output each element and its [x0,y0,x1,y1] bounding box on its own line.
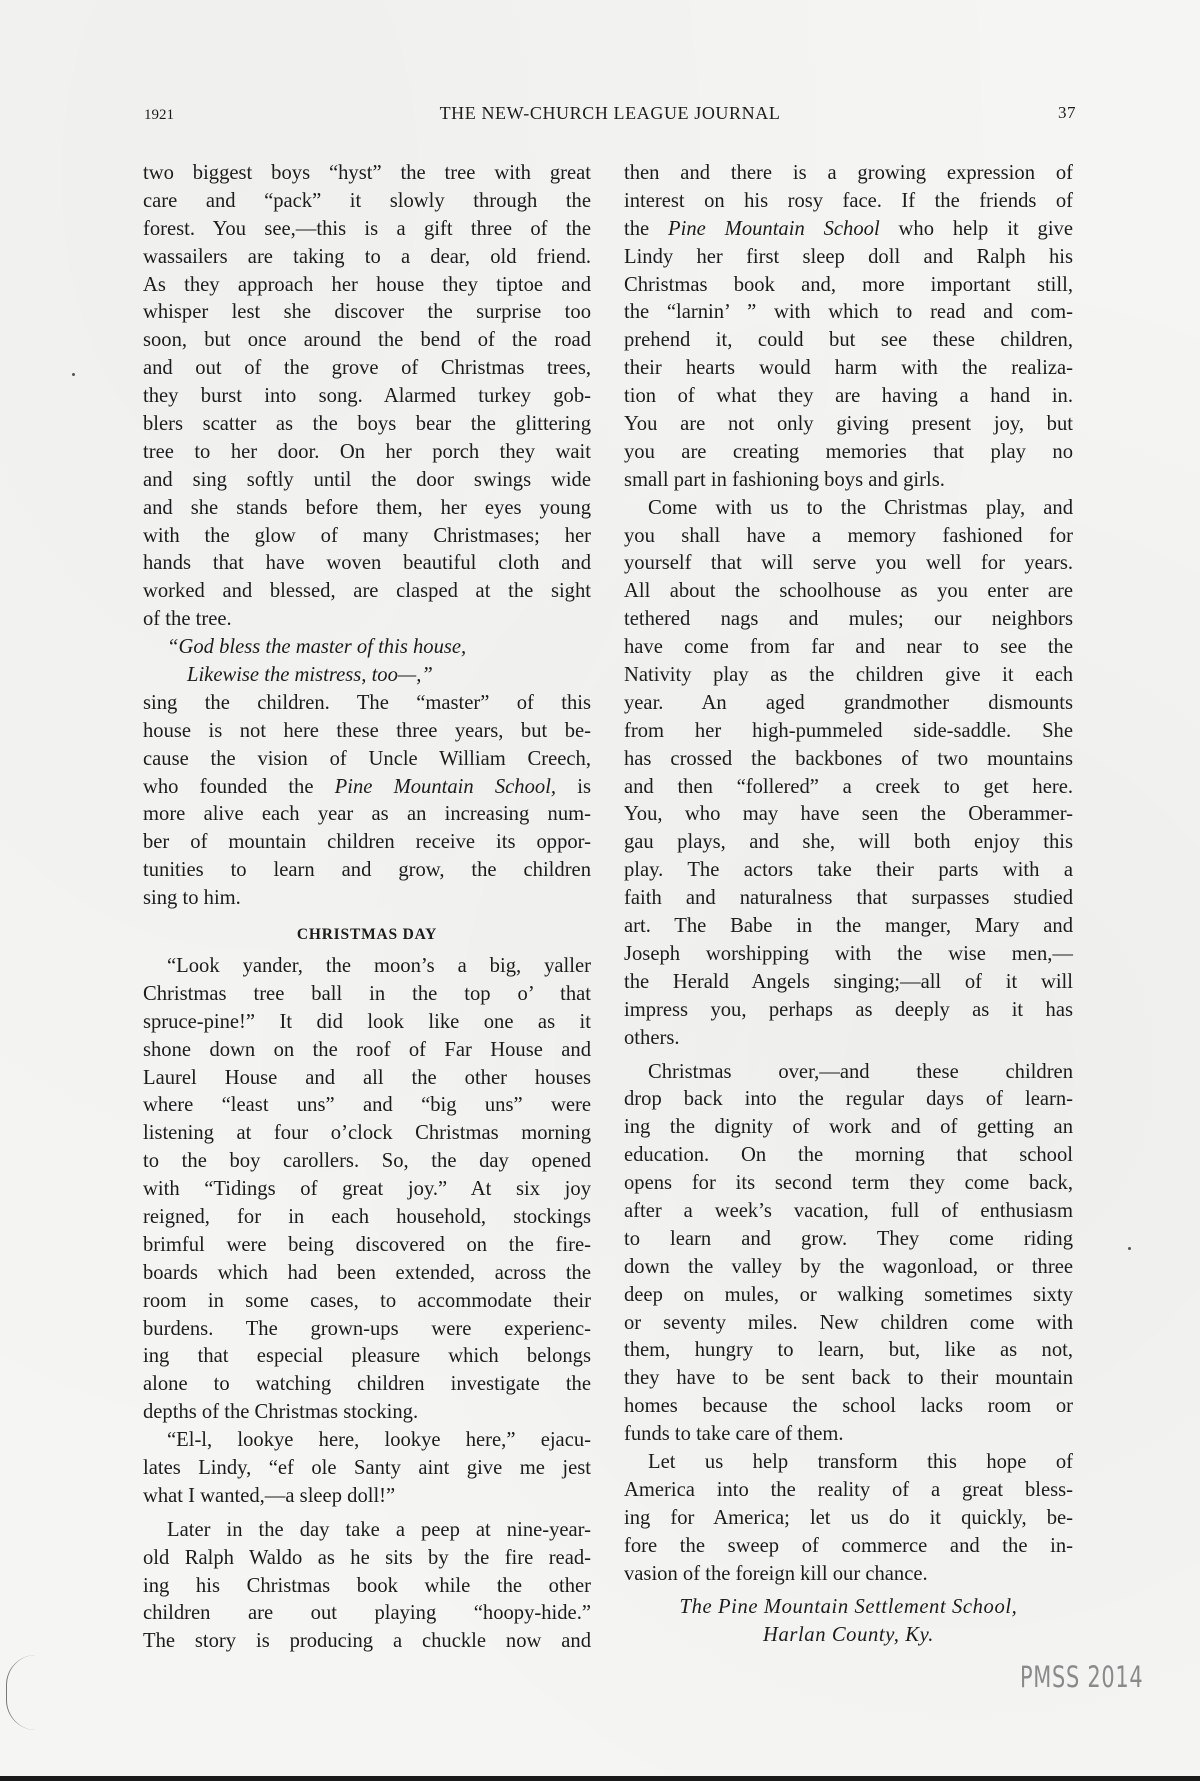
text-line: Let us help transform this hope of [648,1450,1073,1473]
paragraph-christmas-play [624,495,1073,1053]
text-line: you shall have a memory fashioned for [624,524,1073,547]
text-line: others. [624,1026,680,1049]
running-header [144,103,1076,129]
text-line: funds to take care of them. [624,1423,844,1446]
text-line: then and there is a growing expression of [624,162,1073,184]
text-line: fore the sweep of commerce and the in- [624,1534,1073,1557]
text-fragment: the [624,217,669,240]
text-line: room in some cases, to accommodate their [143,1289,591,1312]
paragraph-friends [624,160,1073,495]
text-line: gau plays, and she, will both enjoy this [624,831,1073,854]
paragraph-christmas-day [143,953,591,1427]
text-line: Lindy her first sleep doll and Ralph his [624,245,1073,268]
text-line: ing the dignity of work and of getting an [624,1116,1073,1139]
text-line: with “Tidings of great joy.” At six joy [143,1178,591,1201]
text-line: sing to him. [143,887,241,910]
text-line: you are creating memories that play no [624,440,1073,463]
text-line: of the tree. [143,608,232,631]
right-column [624,160,1073,1650]
text-line: opens for its second term they come back, [624,1172,1073,1195]
text-line: Later in the day take a peep at nine-year- [167,1518,591,1541]
text-line: cause the vision of Uncle William Creech, [143,747,591,770]
text-line: “El-l, lookye here, lookye here,” ejacu- [167,1429,591,1452]
text-line: from her high-pummeled side-saddle. She [624,719,1073,742]
text-line: You, who may have seen the Oberammer- [624,803,1073,826]
text-line: and she stands before them, her eyes young [143,496,591,519]
text-fragment: is [556,775,591,798]
text-line: listening at four o’clock Christmas morning [143,1122,591,1145]
scan-speck [1128,1247,1131,1250]
text-line: and out of the grove of Christmas trees, [143,357,591,380]
text-line: As they approach her house they tiptoe and [143,273,591,296]
verse-line: “God bless the master of this house, [167,636,467,659]
text-line: art. The Babe in the manger, Mary and [624,915,1073,938]
text-line: Christmas book and, more important still, [624,273,1073,296]
text-line: to the boy carollers. So, the day opened [143,1150,591,1173]
text-line: have come from far and near to see the [624,636,1073,659]
text-line: homes because the school lacks room or [624,1395,1073,1418]
text-line: Christmas over,—and these children [648,1060,1073,1083]
text-line: boards which had been extended, across the [143,1261,591,1284]
text-line: ing that especial pleasure which belongs [143,1345,591,1368]
text-line: drop back into the regular days of learn- [624,1088,1073,1111]
text-line: yourself that will serve you well for years. [624,552,1073,575]
text-line: soon, but once around the bend of the road [143,329,591,352]
text-line: or seventy miles. New children come with [624,1311,1073,1334]
text-line: Laurel House and all the other houses [143,1066,591,1089]
header-year: 1921 [144,107,174,123]
text-line: they have to be sent back to their mountain [624,1367,1073,1390]
text-line: forest. You see,—this is a gift three of the [143,217,591,240]
text-line: their hearts would harm with the realiza- [624,357,1073,380]
paragraph-lindy [143,1427,591,1511]
text-line: brimful were being discovered on the fire- [143,1233,591,1256]
text-line: ing for America; let us do it quickly, be- [624,1506,1073,1529]
text-line: blers scatter as the boys bear the glittering [143,413,591,436]
text-line: year. An aged grandmother dismounts [624,691,1073,714]
text-line: and sing softly until the door swings wide [143,468,591,491]
paragraph-christmas-over [624,1059,1073,1449]
text-line: “Look yander, the moon’s a big, yaller [167,954,591,977]
text-line: where “least uns” and “big uns” were [143,1094,591,1117]
text-line: worked and blessed, are clasped at the sight [143,580,591,603]
text-line [143,774,591,802]
paragraph-wassailers [143,160,591,634]
text-line: prehend it, could but see these children, [624,329,1073,352]
text-line: hands that have woven beautiful cloth and [143,552,591,575]
text-line: and then “follered” a creek to get here. [624,775,1073,798]
left-column [143,160,591,1656]
text-line: reigned, for in each household, stockings [143,1205,591,1228]
page-number: 37 [1058,103,1076,122]
text-fragment: who founded the [143,775,335,798]
text-line: America into the reality of a great bless- [624,1478,1073,1501]
text-fragment: who help it give [879,217,1073,240]
text-line: children are out playing “hoopy-hide.” [143,1602,591,1625]
paragraph-master [143,690,591,913]
text-line: the “larnin’ ” with which to read and com- [624,301,1073,324]
text-line: alone to watching children investigate the [143,1373,591,1396]
verse-quote [143,634,591,690]
text-line: more alive each year as an increasing num- [143,803,591,826]
signature-line: The Pine Mountain Settlement School, [679,1596,1018,1619]
text-line: has crossed the backbones of two mountains [624,747,1073,770]
text-line: wassailers are taking to a dear, old friend. [143,245,591,268]
scan-speck [72,373,75,376]
paragraph-transform [624,1449,1073,1588]
text-line: two biggest boys “hyst” the tree with great [143,162,591,184]
text-line: depths of the Christmas stocking. [143,1401,419,1424]
text-line: faith and naturalness that surpasses studied [624,887,1073,910]
text-line: interest on his rosy face. If the friends of [624,189,1073,212]
text-line: whisper lest she discover the surprise too [143,301,591,324]
archive-watermark: PMSS 2014 [1020,1660,1144,1694]
text-line: education. On the morning that school [624,1144,1073,1167]
text-line: the Herald Angels singing;—all of it will [624,970,1073,993]
text-line: house is not here these three years, but be- [143,719,591,742]
journal-title: THE NEW-CHURCH LEAGUE JOURNAL [439,103,781,123]
text-line: care and “pack” it slowly through the [143,189,591,212]
school-name-italic: Pine Mountain School [668,217,880,240]
text-line: The story is producing a chuckle now and [143,1630,591,1653]
text-line: sing the children. The “master” of this [143,691,591,714]
signature-line: Harlan County, Ky. [763,1624,934,1647]
text-line: tunities to learn and grow, the children [143,859,591,882]
signature-block [624,1594,1073,1650]
text-line: You are not only giving present joy, but [624,413,1073,436]
text-line: All about the schoolhouse as you enter are [624,580,1073,603]
school-name-italic: Pine Mountain School, [334,775,557,798]
text-line: Come with us to the Christmas play, and [648,496,1073,519]
text-line: vasion of the foreign kill our chance. [624,1562,928,1585]
text-line: after a week’s vacation, full of enthusiasm [624,1199,1073,1222]
text-line: shone down on the roof of Far House and [143,1038,591,1061]
text-line: impress you, perhaps as deeply as it has [624,998,1073,1021]
text-line: tree to her door. On her porch they wait [143,440,591,463]
text-line: burdens. The grown-ups were experienc- [143,1317,591,1340]
text-line: lates Lindy, “ef ole Santy aint give me jest [143,1456,591,1479]
text-line: Nativity play as the children give it each [624,664,1073,687]
text-line: they burst into song. Alarmed turkey gob- [143,385,591,408]
text-line: them, hungry to learn, but, like as not, [624,1339,1073,1362]
scan-bottom-edge [0,1776,1200,1781]
text-line: ber of mountain children receive its oppor- [143,831,591,854]
text-line: Joseph worshipping with the wise men,— [624,942,1073,965]
text-line: Christmas tree ball in the top o’ that [143,982,591,1005]
verse-line: Likewise the mistress, too—,” [187,664,433,687]
section-heading: CHRISTMAS DAY [296,926,438,944]
text-line: deep on mules, or walking sometimes sixty [624,1283,1073,1306]
text-line [624,216,1073,244]
paragraph-ralph [143,1517,591,1656]
text-line: to learn and grow. They come riding [624,1227,1073,1250]
text-line: spruce-pine!” It did look like one as it [143,1010,591,1033]
text-line: tion of what they are having a hand in. [624,385,1073,408]
text-line: down the valley by the wagonload, or three [624,1255,1073,1278]
text-line: with the glow of many Christmases; her [143,524,591,547]
text-line: ing his Christmas book while the other [143,1574,591,1597]
text-line: what I wanted,—a sleep doll!” [143,1484,396,1507]
text-line: small part in fashioning boys and girls. [624,468,945,491]
text-line: play. The actors take their parts with a [624,859,1073,882]
text-line: tethered nags and mules; our neighbors [624,608,1073,631]
text-line: old Ralph Waldo as he sits by the fire read- [143,1546,591,1569]
